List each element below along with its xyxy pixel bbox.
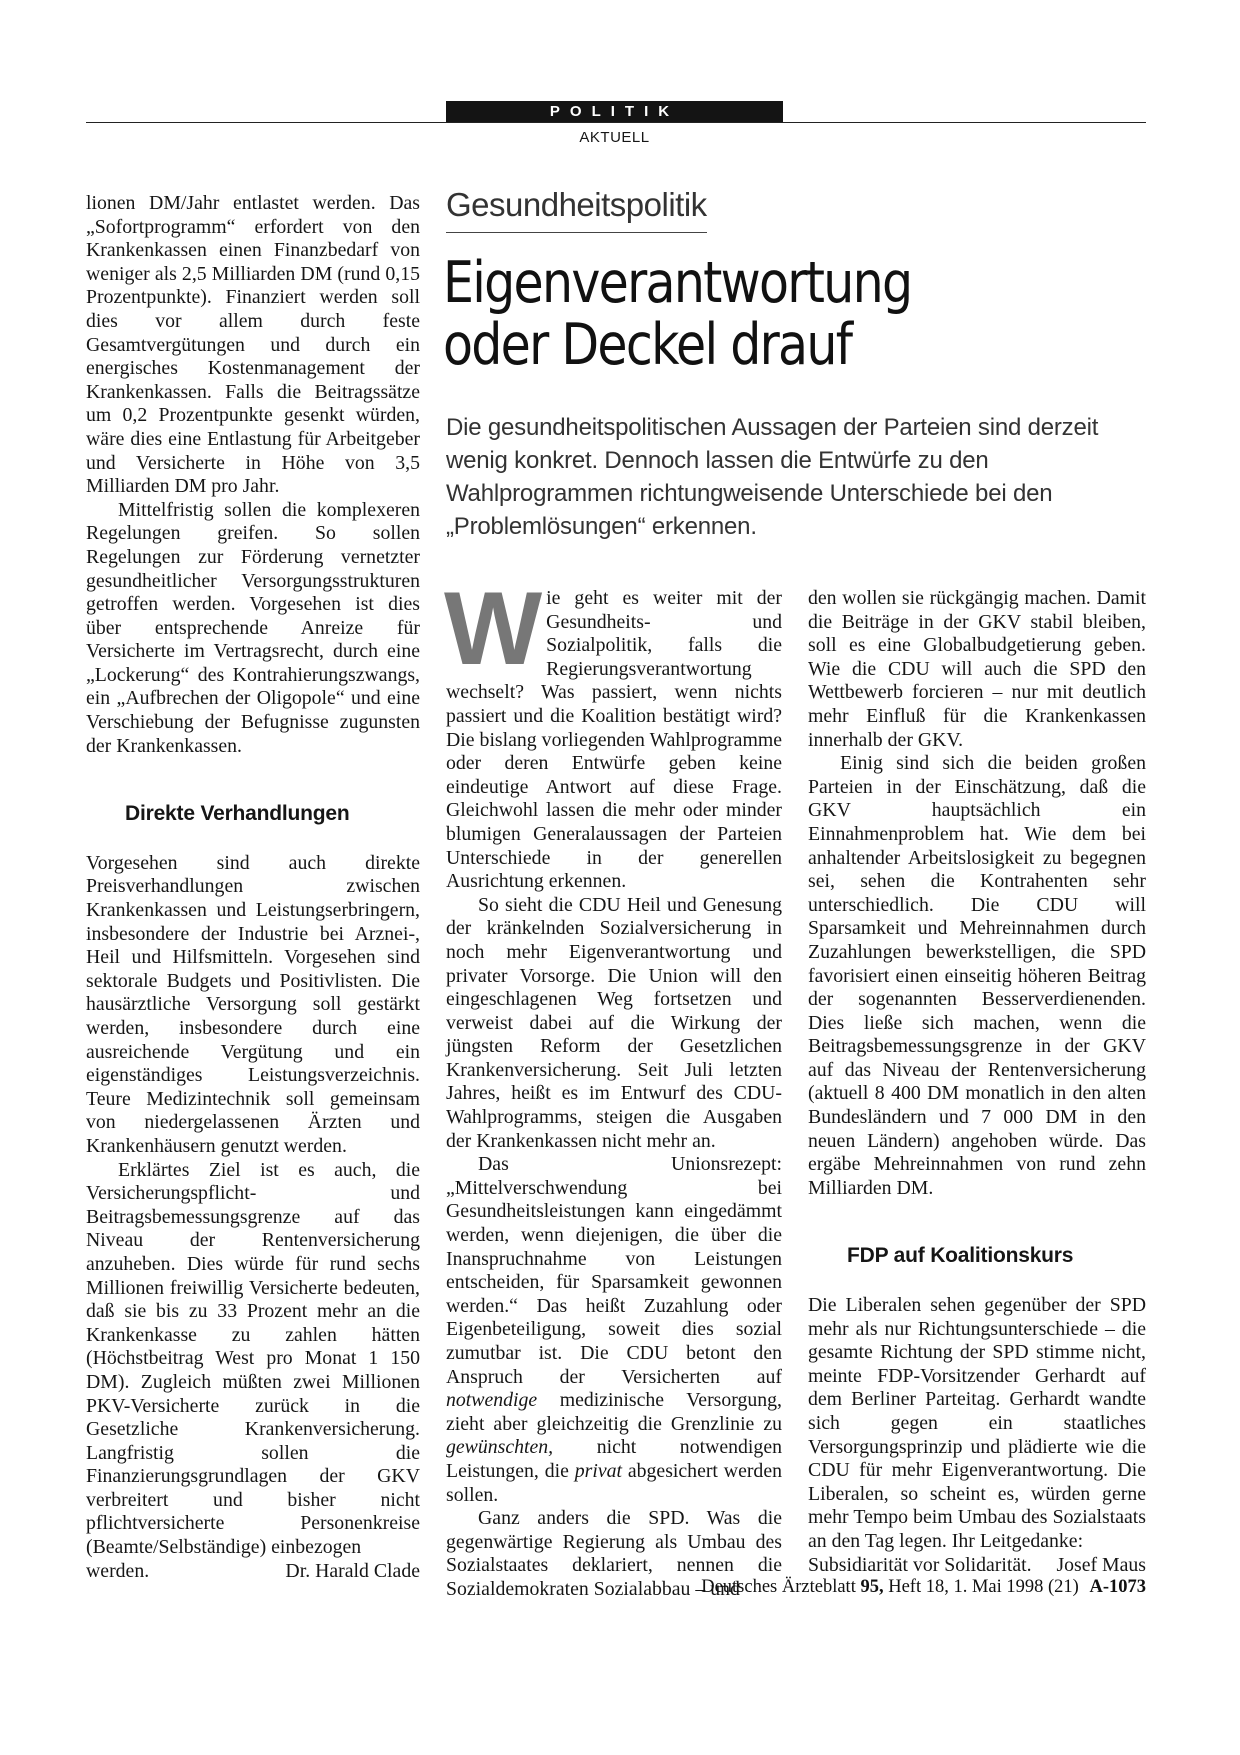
col2-paragraph-4: Ganz anders die SPD. Was die gegenwärtige Regierung als Umbau des Sozialstaates deklariert, nennen die Sozialdemokraten Sozialabbau – und xyxy=(446,1507,782,1600)
col2-paragraph-3 xyxy=(446,1153,782,1507)
article-kicker: Gesundheitspolitik xyxy=(446,186,707,233)
col2-p3-part-d: abgesichert werden sollen. xyxy=(446,1459,782,1506)
col3-paragraph-3: Die Liberalen sehen gegenüber der SPD mehr als nur Richtungsunterschiede – die gesamte Richtung der SPD stimme nicht, meinte FDP-Vorsitzender Gerhardt auf dem Berliner Parteitag. Gerhardt wandte sich gegen ein staatliches Versorgungsprinzip und plädierte wie die CDU für mehr Eigenverantwortung. Die Liberalen, so scheint es, würden gerne mehr Tempo beim Umbau des Sozialstaats an den Tag legen. Ihr Leitgedanke: xyxy=(808,1294,1146,1552)
col2-p3-part-a: Das Unionsrezept: „Mittelverschwendung bei Gesundheitsleistungen kann eingedämmt werden, wenn diejenigen, die über die Inanspruchnahme von Leistungen entscheiden, für Sparsamkeit gewonnen werden.“ Das heißt Zuzahlung oder Eigenbeteiligung, soweit dies sozial zumutbar ist. Die CDU betont den Anspruch der Versicherten auf xyxy=(446,1153,782,1388)
col1-paragraph-1: lionen DM/Jahr entlastet werden. Das „Sofortprogramm“ erfordert von den Krankenkassen einen Finanzbedarf von weniger als 2,5 Milliarden DM (rund 0,15 Prozentpunkte). Finanziert werden soll dies vor allem durch feste Gesamtvergütungen und durch ein energisches Kostenmanagement der Krankenkassen. Falls die Beitragssätze um 0,2 Prozentpunkte gesenkt würden, wäre dies eine Entlastung für Arbeitgeber und Versicherte in Höhe von 3,5 Milliarden DM pro Jahr. xyxy=(86,192,420,498)
article-headline xyxy=(443,252,1062,376)
author-maus: Josef Maus xyxy=(1056,1553,1146,1576)
article-lead: Die gesundheitspolitischen Aussagen der Parteien sind derzeit wenig konkret. Dennoch lassen die Entwürfe zu den Wahlprogrammen richtungweisende Unterschiede bei den „Problemlösungen“ erkennen. xyxy=(446,414,1099,540)
col3-paragraph-1: den wollen sie rückgängig machen. Damit die Beiträge in der GKV stabil bleiben, soll es eine Globalbudgetierung geben. Wie die CDU will auch die SPD den Wettbewerb forcieren – nur mit deutlich mehr Einfluß für die Krankenkassen innerhalb der GKV. xyxy=(808,587,1146,751)
col3-paragraph-2: Einig sind sich die beiden großen Parteien in der Einschätzung, daß die GKV hauptsächlich ein Einnahmenproblem hat. Wie dem bei anhaltender Arbeitslosigkeit zu begegnen sei, sehen die Kontrahenten sehr unterschiedlich. Die CDU will Sparsamkeit und Mehreinnahmen durch Zuzahlungen bewerkstelligen, die SPD favorisiert einen einseitig höheren Beitrag der sogenannten Besserverdienenden. Dies ließe sich machen, wenn die Beitragsbemessungsgrenze in der GKV auf das Niveau der Rentenversicherung (aktuell 8 400 DM monatlich in den alten Bundesländern und 7 000 DM in den neuen Ländern) angehoben würde. Das ergäbe Mehreinnahmen von rund zehn Milliarden DM. xyxy=(808,752,1146,1199)
subheading-fdp-auf-koalitionskurs: FDP auf Koalitionskurs xyxy=(847,1244,1074,1268)
col1-last-word: werden. xyxy=(86,1559,150,1582)
column-1 xyxy=(86,192,420,1583)
col2-paragraph-1-text: ie geht es weiter mit der Gesundheits- und Sozialpolitik, falls die Regierungsverantwortung wechselt? Was passiert, wenn nichts passiert und die Koalition bestätigt wird? Die bislang vorliegenden Wahlprogramme oder deren Entwürfe geben keine eindeutige Antwort auf diese Frage. Gleichwohl lassen die mehr oder minder blumigen Generalaussagen der Parteien Unterschiede in der generellen Ausrichtung erkennen. xyxy=(446,587,782,893)
col1-paragraph-3: Vorgesehen sind auch direkte Preisverhandlungen zwischen Krankenkassen und Leistungserbringern, insbesondere der Industrie bei Arznei-, Heil und Hilfsmitteln. Vorgesehen sind sektorale Budgets und Positivlisten. Die hausärztliche Versorgung soll gestärkt werden, insbesondere durch eine ausreichende Vergütung und ein eigenständiges Leistungsverzeichnis. Teure Medizintechnik soll gemeinsam von niedergelassenen Ärzten und Krankenhäusern genutzt werden. xyxy=(86,851,420,1157)
col2-p3-emphasis-1: notwendige xyxy=(446,1389,538,1412)
col1-signature-line xyxy=(86,1560,420,1584)
col2-p3-emphasis-3: privat xyxy=(574,1459,622,1482)
col1-paragraph-4 xyxy=(86,1159,420,1560)
headline-line-1: Eigenverantwortung xyxy=(443,250,912,316)
footer-issue: Heft 18, 1. Mai 1998 (21) xyxy=(888,1577,1079,1597)
footer-volume: 95, xyxy=(860,1577,884,1597)
footer-journal: Deutsches Ärzteblatt xyxy=(701,1577,856,1597)
footer-page-number: A-1073 xyxy=(1089,1577,1146,1597)
col1-paragraph-2: Mittelfristig sollen die komplexeren Regelungen greifen. So sollen Regelungen zur Förderung vernetzter gesundheitlicher Versorgungsstrukturen getroffen werden. Vorgesehen ist dies über entsprechende Anreize für Versicherte im Vertragsrecht, durch eine „Lockerung“ des Kontrahierungszwangs, ein „Aufbrechen der Oligopole“ und eine Verschiebung der Befugnisse zugunsten der Krankenkassen. xyxy=(86,498,420,757)
section-label: POLITIK xyxy=(446,101,783,122)
col1-paragraph-4-text: Erklärtes Ziel ist es auch, die Versicherungspflicht- und Beitragsbemessungsgrenze auf das Niveau der Rentenversicherung anzuheben. Dies würde für rund sechs Millionen freiwillig Versicherte bedeuten, daß sie bis zu 33 Prozent mehr an die Krankenkasse zu zahlen hätten (Höchstbeitrag West pro Monat 1 150 DM). Zugleich müßten zwei Millionen PKV-Versicherte zurück in die Gesetzliche Krankenversicherung. Langfristig sollen die Finanzierungsgrundlagen der GKV verbreitert und bisher nicht pflichtversicherte Personenkreise (Beamte/Selbständige) einbezogen xyxy=(86,1158,420,1559)
col2-p3-part-c: nicht notwendigen Leistungen, die xyxy=(446,1436,782,1482)
col2-p3-emphasis-2: gewünschten, xyxy=(446,1436,554,1459)
col3-last-words: Subsidiarität vor Solidarität. xyxy=(808,1553,1032,1576)
headline-line-2: oder Deckel drauf xyxy=(443,312,852,378)
column-2 xyxy=(444,571,782,1602)
dropcap-letter: W xyxy=(444,571,539,687)
author-clade: Dr. Harald Clade xyxy=(285,1559,420,1582)
header-rule xyxy=(86,122,1146,123)
col2-p3-part-b: medizinische Versorgung, zieht aber gleichzeitig die Grenzlinie zu xyxy=(446,1389,782,1435)
page-footer xyxy=(540,1577,1146,1598)
col2-paragraph-2: So sieht die CDU Heil und Genesung der kränkelnden Sozialversicherung in noch mehr Eigenverantwortung und privater Vorsorge. Die Union will den eingeschlagenen Weg fortsetzen und verweist dabei auf die Wirkung der jüngsten Reform der Gesetzlichen Krankenversicherung. Seit Juli letzten Jahres, heißt es im Entwurf des CDU-Wahlprogramms, steigen die Ausgaben der Krankenkassen nicht mehr an. xyxy=(446,893,782,1152)
column-3 xyxy=(808,587,1146,1577)
subheading-direkte-verhandlungen: Direkte Verhandlungen xyxy=(125,802,350,826)
col3-signature-line xyxy=(808,1554,1146,1578)
col2-paragraph-1 xyxy=(444,571,782,894)
subsection-label: AKTUELL xyxy=(579,129,650,146)
